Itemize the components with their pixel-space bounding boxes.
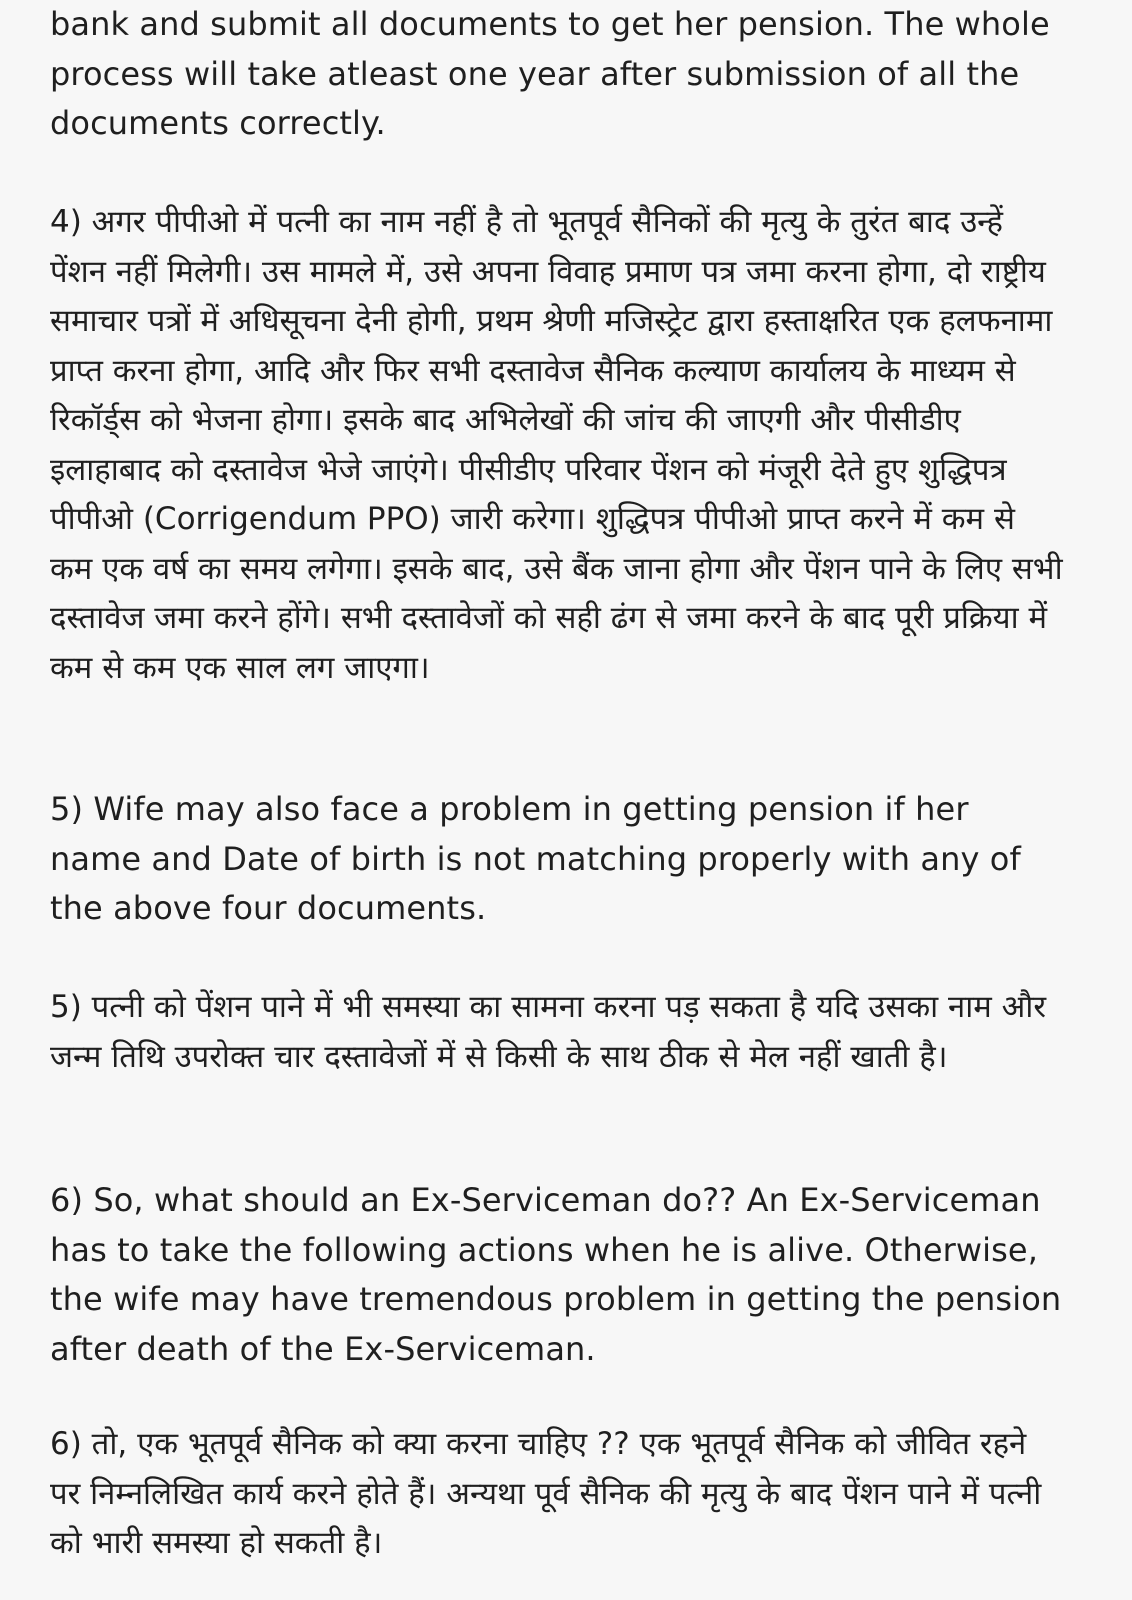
paragraph-point-4-hindi: 4) अगर पीपीओ में पत्नी का नाम नहीं है तो भूतपूर्व सैनिकों की मृत्यु के तुरंत बाद उन्हें पेंशन नहीं मिलेगी। उस मामले में, उसे अपना विवाह प्रमाण पत्र जमा करना होगा, दो राष्ट्रीय समाचार पत्रों में अधिसूचना देनी होगी, प्रथम श्रेणी मजिस्ट्रेट द्वारा हस्ताक्षरित एक हलफनामा प्राप्त करना होगा, आदि और फिर सभी दस्तावेज सैनिक कल्याण कार्यालय के माध्यम से रिकॉर्ड्स को भेजना होगा। इसके बाद अभिलेखों की जांच की जाएगी और पीसीडीए इलाहाबाद को दस्तावेज भेजे जाएंगे। पीसीडीए परिवार पेंशन को मंजूरी देते हुए शुद्धिपत्र पीपीओ (Corrigendum PPO) जारी करेगा। शुद्धिपत्र पीपीओ प्राप्त करने में कम से कम एक वर्ष का समय लगेगा। इसके बाद, उसे बैंक जाना होगा और पेंशन पाने के लिए सभी दस्तावेज जमा करने होंगे। सभी दस्तावेजों को सही ढंग से जमा करने के बाद पूरी प्रक्रिया में कम से कम एक साल लग जाएगा। [50,204,1063,686]
paragraph-continuation: bank and submit all documents to get her pension. The whole process will take atleast one year after submission of all the documents correctly. [50,5,1050,142]
paragraph-point-6-hindi: 6) तो, एक भूतपूर्व सैनिक को क्या करना चाहिए ?? एक भूतपूर्व सैनिक को जीवित रहने पर निम्नलिखित कार्य करने होते हैं। अन्यथा पूर्व सैनिक की मृत्यु के बाद पेंशन पाने में पत्नी को भारी समस्या हो सकती है। [50,1426,1042,1561]
paragraph-point-5-english: 5) Wife may also face a problem in getting pension if her name and Date of birth is not matching properly with any of the above four documents. [50,790,1021,927]
paragraph-point-6-english: 6) So, what should an Ex-Serviceman do?? An Ex-Serviceman has to take the following actions when he is alive. Otherwise, the wife may have tremendous problem in getting the pension after death of the Ex-Serviceman. [50,1181,1062,1368]
paragraph-point-5-hindi: 5) पत्नी को पेंशन पाने में भी समस्या का सामना करना पड़ सकता है यदि उसका नाम और जन्म तिथि उपरोक्त चार दस्तावेजों में से किसी के साथ ठीक से मेल नहीं खाती है। [50,989,1047,1075]
